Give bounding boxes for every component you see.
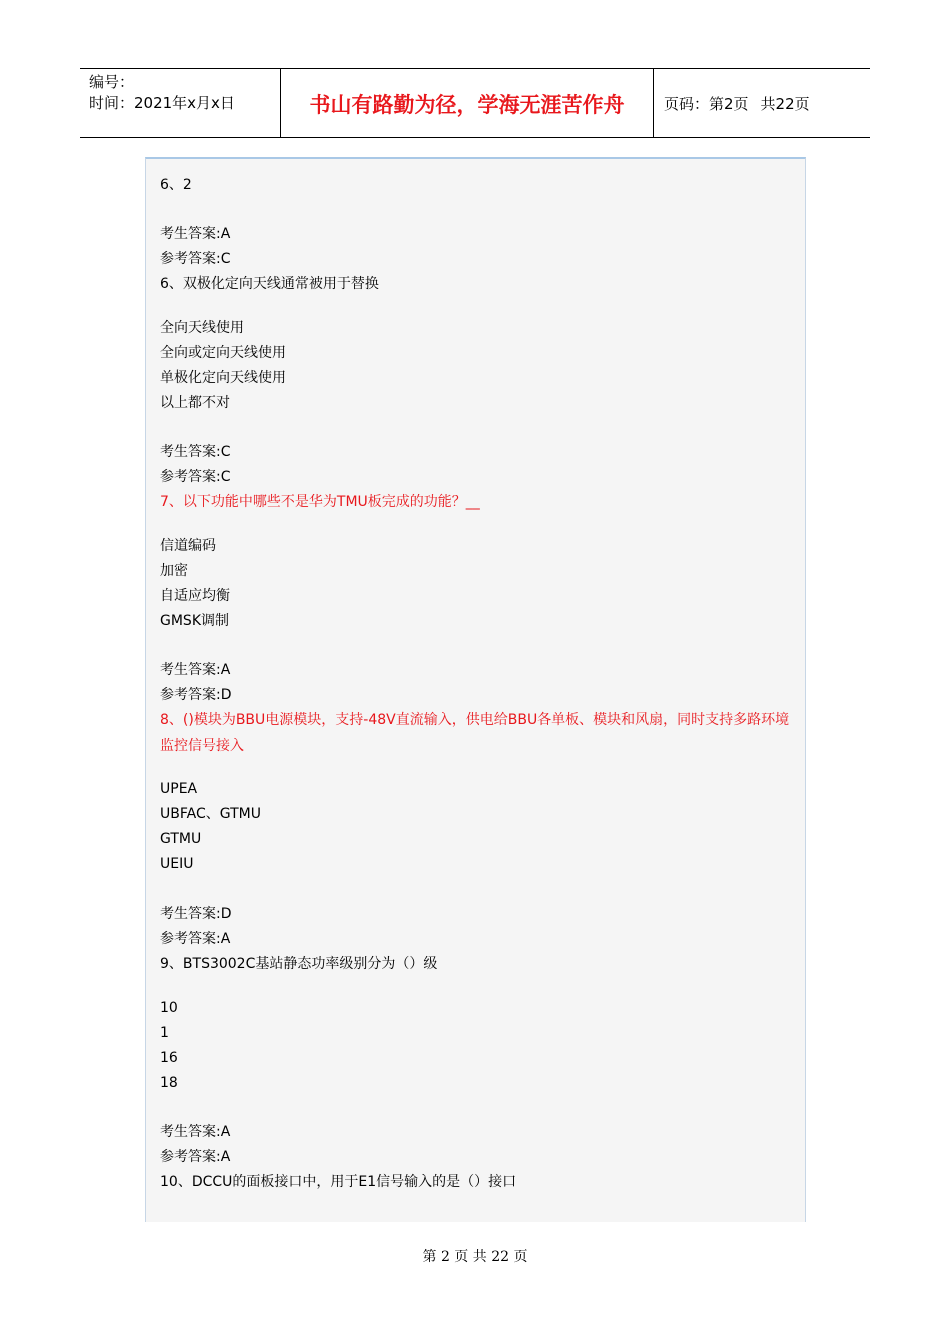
answer-option: 全向或定向天线使用 <box>160 345 286 361</box>
header-page-info <box>654 69 870 137</box>
answer-option: 以上都不对 <box>160 395 230 411</box>
header-page-label: 页码：第2页 <box>664 94 749 113</box>
answer-option: 10 <box>160 1000 178 1016</box>
reference-answer: 参考答案:D <box>160 687 232 703</box>
question-9: 9、BTS3002C基站静态功率级别分为（）级 <box>160 956 438 972</box>
page-header <box>80 68 870 138</box>
reference-answer: 参考答案:A <box>160 931 231 947</box>
answer-option: GMSK调制 <box>160 613 229 629</box>
student-answer: 考生答案:A <box>160 1124 231 1140</box>
question-6: 6、双极化定向天线通常被用于替换 <box>160 276 379 292</box>
answer-option: 单极化定向天线使用 <box>160 370 286 386</box>
answer-option: 信道编码 <box>160 538 216 554</box>
header-meta <box>80 69 281 137</box>
question-panel <box>145 157 806 1222</box>
question-10: 10、DCCU的面板接口中，用于E1信号输入的是（）接口 <box>160 1174 517 1190</box>
reference-answer: 参考答案:C <box>160 251 231 267</box>
page-footer: 第 2 页 共 22 页 <box>422 1249 528 1265</box>
answer-option: UPEA <box>160 781 198 797</box>
header-time-label: 时间：2021年x月x日 <box>89 94 235 112</box>
answer-option: 全向天线使用 <box>160 320 244 336</box>
answer-option: 16 <box>160 1050 178 1066</box>
reference-answer: 参考答案:C <box>160 469 231 485</box>
question-8: 8、()模块为BBU电源模块，支持-48V直流输入，供电给BBU各单板、模块和风扇，同时支持多路环境监控信号接入 <box>160 712 790 754</box>
answer-option: 自适应均衡 <box>160 588 230 604</box>
header-motto: 书山有路勤为径，学海无涯苦作舟 <box>281 69 654 137</box>
answer-option: 1 <box>160 1025 169 1041</box>
student-answer: 考生答案:A <box>160 662 231 678</box>
header-number-label: 编号： <box>89 73 135 91</box>
student-answer: 考生答案:D <box>160 906 232 922</box>
answer-option: 加密 <box>160 563 188 579</box>
student-answer: 考生答案:C <box>160 444 231 460</box>
reference-answer: 参考答案:A <box>160 1149 231 1165</box>
answer-option: 6、2 <box>160 177 192 193</box>
answer-option: 18 <box>160 1075 178 1091</box>
question-7: 7、以下功能中哪些不是华为TMU板完成的功能？__ <box>160 494 480 510</box>
answer-option: GTMU <box>160 831 202 847</box>
answer-option: UEIU <box>160 856 194 872</box>
header-total-label: 共22页 <box>760 94 810 113</box>
answer-option: UBFAC、GTMU <box>160 806 261 822</box>
student-answer: 考生答案:A <box>160 226 231 242</box>
